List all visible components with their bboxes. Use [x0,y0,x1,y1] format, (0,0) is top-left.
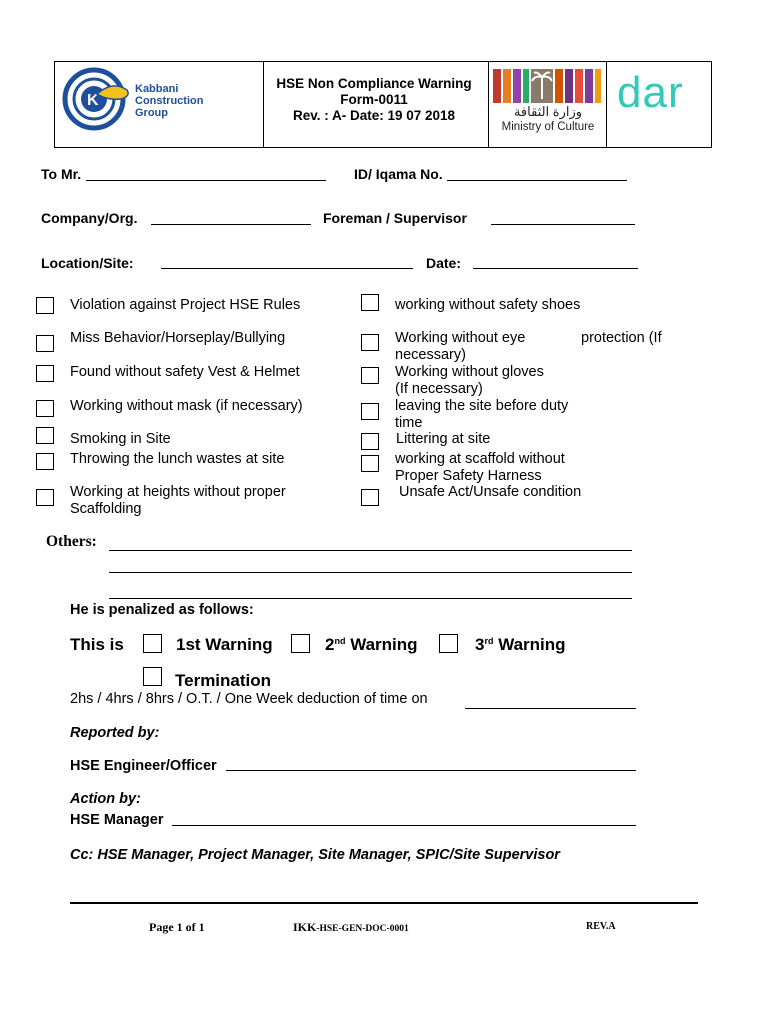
violation-label: Working without gloves (If necessary) [395,364,544,397]
violation-label: Throwing the lunch wastes at site [70,451,285,467]
violation-label: Violation against Project HSE Rules [70,297,301,313]
violation-checkbox[interactable] [361,433,379,450]
violation-checkbox[interactable] [36,453,54,470]
violation-label: Found without safety Vest & Helmet [70,364,300,380]
others-line-2[interactable] [109,572,632,573]
to-mr-field[interactable] [86,180,326,181]
penalty-heading: He is penalized as follows: [70,602,254,618]
termination-label: Termination [175,671,272,690]
svg-text:K: K [87,92,99,109]
location-label: Location/Site: [41,255,134,271]
violation-checkbox[interactable] [36,489,54,506]
footer-rule [70,902,698,904]
ministry-logo-icon [491,65,603,105]
others-line-3[interactable] [109,598,632,599]
violation-checkbox[interactable] [361,334,379,351]
company-label: Company/Org. [41,210,138,226]
others-line-1[interactable] [109,550,632,551]
foreman-field[interactable] [491,224,635,225]
violation-checkbox[interactable] [36,365,54,382]
violation-checkbox[interactable] [36,335,54,352]
date-label: Date: [426,255,462,271]
revision: REV.A [586,921,616,932]
hse-engineer-label: HSE Engineer/Officer [70,758,217,774]
id-iqama-field[interactable] [447,180,627,181]
to-mr-label: To Mr. [41,166,82,182]
first-warning-label: 1st Warning [176,635,273,654]
violation-checkbox[interactable] [361,489,379,506]
violation-checkbox[interactable] [361,455,379,472]
violation-label: Working without mask (if necessary) [70,398,303,414]
company-field[interactable] [151,224,311,225]
page-number: Page 1 of 1 [149,920,205,934]
deduction-text: 2hs / 4hrs / 8hrs / O.T. / One Week deduction of time on [70,691,428,707]
action-by-label: Action by: [70,791,141,807]
violation-label: Miss Behavior/Horseplay/Bullying [70,330,286,346]
foreman-label: Foreman / Supervisor [323,210,467,226]
others-label: Others: [46,533,97,550]
first-warning-checkbox[interactable] [143,634,162,653]
doc-code: IKK-HSE-GEN-DOC-0001 [293,920,409,934]
id-iqama-label: ID/ Iqama No. [354,166,443,182]
hse-manager-label: HSE Manager [70,812,164,828]
deduction-field[interactable] [465,708,636,709]
violation-label: working without safety shoes [395,297,581,313]
violation-checkbox[interactable] [361,294,379,311]
violation-checkbox[interactable] [361,403,379,420]
ministry-arabic-text: وزارة الثقافة [513,104,583,119]
second-warning-label: 2nd Warning [325,635,418,654]
violation-label: working at scaffold without Proper Safety Harness [395,451,565,484]
violation-checkbox[interactable] [361,367,379,384]
form-title: HSE Non Compliance Warning Form-0011 Rev. : A- Date: 19 07 2018 [276,76,472,123]
violation-checkbox[interactable] [36,400,54,417]
this-is-label: This is [70,635,124,654]
violation-label: leaving the site before duty time [395,398,569,431]
violation-label: Unsafe Act/Unsafe condition [399,484,582,500]
hse-manager-field[interactable] [172,825,636,826]
dar-logo: dar [617,68,684,117]
cc-text: Cc: HSE Manager, Project Manager, Site Manager, SPIC/Site Supervisor [70,847,560,863]
date-field[interactable] [473,268,638,269]
third-warning-label: 3rd Warning [475,635,566,654]
violation-label: Working at heights without proper Scaffolding [70,484,286,517]
header-table [54,61,712,148]
violation-label: Littering at site [396,431,491,447]
violation-label: Working without eye protection (If necessary) [395,330,662,363]
reported-by-label: Reported by: [70,725,160,741]
kabbani-logo-icon [61,66,137,132]
location-field[interactable] [161,268,413,269]
hse-engineer-field[interactable] [226,770,636,771]
termination-checkbox[interactable] [143,667,162,686]
kabbani-logo-text: Kabbani Construction Group [135,83,204,119]
violation-checkbox[interactable] [36,427,54,444]
second-warning-checkbox[interactable] [291,634,310,653]
violation-checkbox[interactable] [36,297,54,314]
violation-label: Smoking in Site [70,431,171,447]
ministry-english-text: Ministry of Culture [501,121,595,133]
third-warning-checkbox[interactable] [439,634,458,653]
